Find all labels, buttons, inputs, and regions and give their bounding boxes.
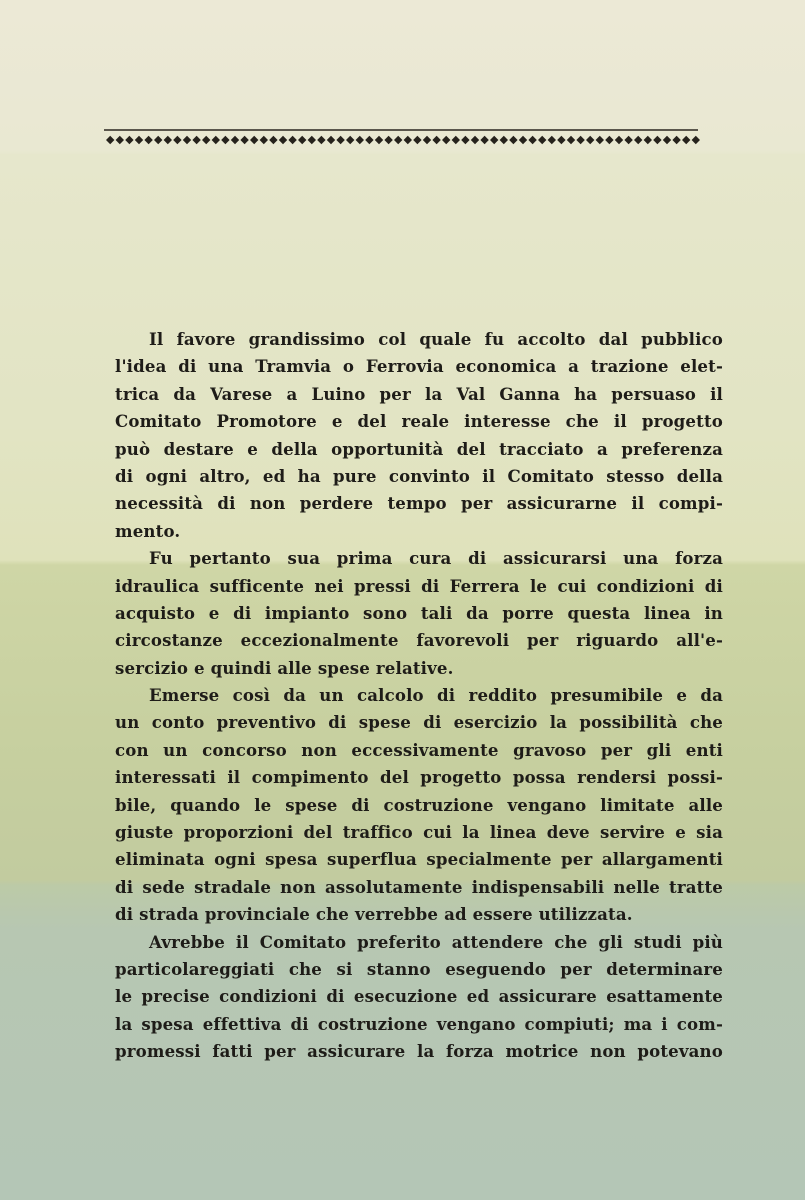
diamond-ornament-icon [260, 136, 268, 144]
text-line: giuste proporzioni del traffico cui la linea deve servire e sia [115, 822, 723, 843]
diamond-ornament-icon [663, 136, 671, 144]
diamond-ornament-icon [164, 136, 172, 144]
text-line: eliminata ogni spesa superflua specialmente per allargamenti [115, 849, 723, 870]
diamond-ornament-icon [308, 136, 316, 144]
diamond-ornament-icon [682, 136, 690, 144]
diamond-ornament-icon [375, 136, 383, 144]
text-line: può destare e della opportunità del tracciato a preferenza [115, 438, 723, 459]
diamond-ornament-icon [231, 136, 239, 144]
diamond-ornament-icon [250, 136, 258, 144]
diamond-ornament-icon [212, 136, 220, 144]
diamond-ornament-icon [548, 136, 556, 144]
diamond-ornament-icon [279, 136, 287, 144]
diamond-ornament-icon [557, 136, 565, 144]
text-line: di strada provinciale che verrebbe ad essere utilizzata. [115, 904, 633, 925]
diamond-ornament-icon [336, 136, 344, 144]
diamond-ornament-icon [576, 136, 584, 144]
text-line: bile, quando le spese di costruzione vengano limitate alle [115, 794, 723, 815]
text-line: un conto preventivo di spese di esercizio la possibilità che [115, 712, 723, 733]
diamond-ornament-icon [615, 136, 623, 144]
diamond-ornament-icon [327, 136, 335, 144]
diamond-ornament-icon [240, 136, 248, 144]
text-line: trica da Varese a Luino per la Val Ganna ha persuaso il [115, 383, 723, 404]
diamond-ornament-icon [404, 136, 412, 144]
diamond-ornament-icon [528, 136, 536, 144]
diamond-ornament-icon [298, 136, 306, 144]
text-line: idraulica sufficente nei pressi di Ferrera le cui condizioni di [115, 575, 723, 596]
text-line: necessità di non perdere tempo per assicurarne il compi- [115, 493, 723, 514]
ornamental-separator [102, 128, 702, 150]
diamond-ornament-icon [490, 136, 498, 144]
diamond-ornament-icon [183, 136, 191, 144]
ornament-rule-icon [102, 128, 702, 150]
text-line: interessati il compimento del progetto possa rendersi possi- [115, 767, 723, 788]
text-line: le precise condizioni di esecuzione ed assicurare esattamente [115, 986, 723, 1007]
diamond-ornament-icon [269, 136, 277, 144]
diamond-ornament-icon [672, 136, 680, 144]
diamond-ornament-icon [509, 136, 517, 144]
text-line: acquisto e di impianto sono tali da porre questa linea in [115, 602, 723, 623]
diamond-ornament-icon [144, 136, 152, 144]
text-line: con un concorso non eccessivamente gravoso per gli enti [115, 739, 723, 760]
diamond-ornament-icon [365, 136, 373, 144]
text-line: particolareggiati che si stanno eseguendo per determinare [115, 958, 723, 979]
paragraph [115, 929, 723, 1066]
text-line: Emerse così da un calcolo di reddito presumibile e da [149, 685, 723, 706]
diamond-ornament-icon [356, 136, 364, 144]
diamond-ornament-icon [567, 136, 575, 144]
text-line: circostanze eccezionalmente favorevoli per riguardo all'e- [115, 630, 723, 651]
diamond-ornament-icon [624, 136, 632, 144]
diamond-ornament-icon [519, 136, 527, 144]
text-line: Il favore grandissimo col quale fu accolto dal pubblico [149, 329, 723, 349]
text-line: di ogni altro, ed ha pure convinto il Comitato stesso della [115, 465, 723, 486]
text-line: mento. [115, 520, 181, 541]
text-line: la spesa effettiva di costruzione vengano compiuti; ma i com- [115, 1013, 723, 1034]
text-line: promessi fatti per assicurare la forza motrice non potevano [115, 1041, 723, 1062]
diamond-ornament-icon [394, 136, 402, 144]
diamond-ornament-icon [634, 136, 642, 144]
paragraph [115, 326, 723, 545]
diamond-ornament-icon [116, 136, 124, 144]
diamond-ornament-icon [500, 136, 508, 144]
document-body [115, 326, 723, 1066]
diamond-ornament-icon [173, 136, 181, 144]
diamond-ornament-icon [653, 136, 661, 144]
diamond-ornament-icon [221, 136, 229, 144]
text-line: Avrebbe il Comitato preferito attendere che gli studi più [149, 931, 723, 952]
diamond-ornament-icon [461, 136, 469, 144]
diamond-ornament-icon [317, 136, 325, 144]
diamond-ornament-icon [605, 136, 613, 144]
diamond-ornament-icon [202, 136, 210, 144]
diamond-ornament-icon [432, 136, 440, 144]
text-line: sercizio e quindi alle spese relative. [115, 657, 454, 678]
paragraph [115, 545, 723, 682]
diamond-ornament-icon [346, 136, 354, 144]
diamond-ornament-icon [413, 136, 421, 144]
diamond-ornament-icon [106, 136, 114, 144]
diamond-ornament-icon [480, 136, 488, 144]
diamond-ornament-icon [384, 136, 392, 144]
diamond-ornament-icon [692, 136, 700, 144]
diamond-ornament-icon [596, 136, 604, 144]
diamond-ornament-icon [471, 136, 479, 144]
text-line: Comitato Promotore e del reale interesse che il progetto [115, 411, 723, 432]
text-line: di sede stradale non assolutamente indispensabili nelle tratte [115, 876, 723, 897]
diamond-ornament-icon [538, 136, 546, 144]
diamond-ornament-icon [442, 136, 450, 144]
diamond-ornament-icon [125, 136, 133, 144]
diamond-ornament-icon [288, 136, 296, 144]
text-line: l'idea di una Tramvia o Ferrovia economica a trazione elet- [115, 356, 723, 377]
diamond-ornament-icon [586, 136, 594, 144]
diamond-ornament-icon [452, 136, 460, 144]
diamond-ornament-icon [135, 136, 143, 144]
diamond-ornament-icon [423, 136, 431, 144]
diamond-ornament-icon [154, 136, 162, 144]
text-line: Fu pertanto sua prima cura di assicurarsi una forza [149, 548, 723, 569]
diamond-ornament-icon [192, 136, 200, 144]
paragraph [115, 682, 723, 929]
diamond-ornament-icon [644, 136, 652, 144]
